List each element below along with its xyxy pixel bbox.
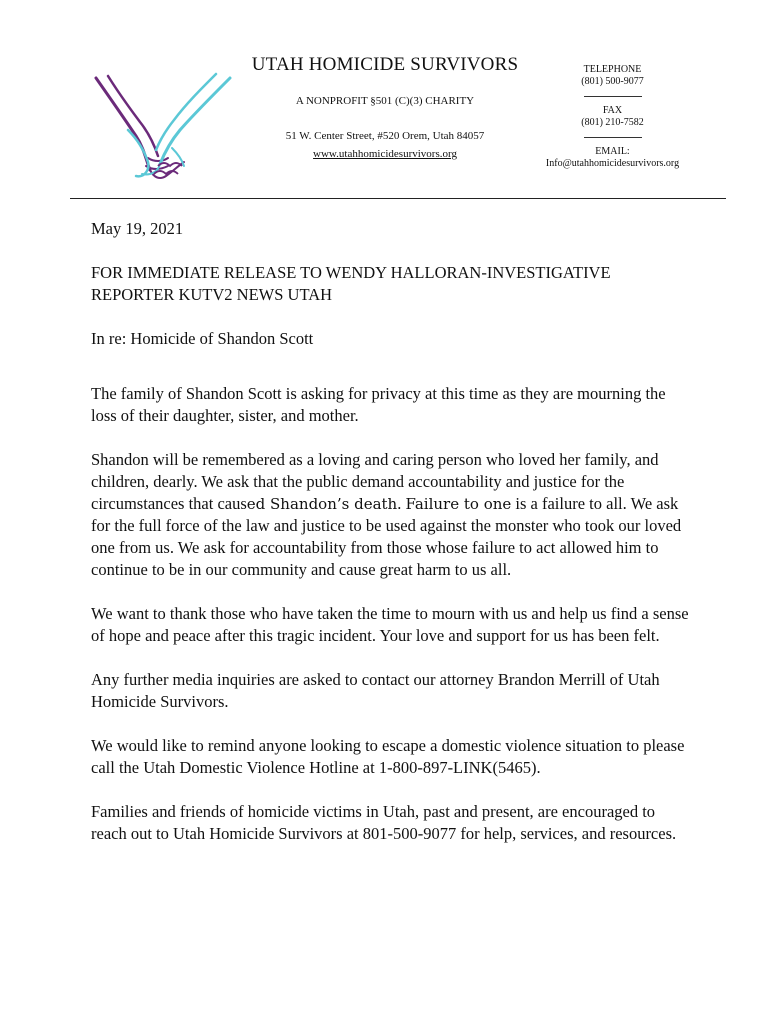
contact-divider bbox=[584, 137, 642, 138]
email-address[interactable]: Info@utahhomicidesurvivors.org bbox=[545, 158, 680, 169]
paragraph-remembrance bbox=[91, 449, 691, 581]
paragraph-remembrance-part: Shandon will be remembered as a loving and caring person who loved her family, and children, dearly. We ask that the public demand accountability and justice for the circumstances that caus bbox=[91, 450, 659, 513]
paragraph-remembrance-part: Failure to one bbox=[405, 495, 512, 513]
website-link[interactable]: www.utahhomicidesurvivors.org bbox=[313, 148, 457, 160]
telephone-label: TELEPHONE bbox=[583, 64, 642, 75]
letterhead bbox=[0, 0, 768, 200]
letter-date: May 19, 2021 bbox=[91, 219, 184, 238]
header-divider bbox=[70, 198, 726, 199]
paragraph-resources: Families and friends of homicide victims in Utah, past and present, are encouraged to reach out to Utah Homicide Survivors at 801-500-9077 for help, services, and resources. bbox=[91, 802, 677, 843]
organization-subtitle: A NONPROFIT §501 (C)(3) CHARITY bbox=[295, 95, 475, 107]
telephone-number: (801) 500-9077 bbox=[581, 76, 644, 87]
organization-block bbox=[250, 52, 520, 162]
organization-address: 51 W. Center Street, #520 Orem, Utah 84057 bbox=[285, 130, 485, 142]
contact-block bbox=[520, 64, 705, 170]
fax-number: (801) 210-7582 bbox=[581, 117, 644, 128]
contact-divider bbox=[584, 96, 642, 97]
paragraph-remembrance-part: is a failure to all. We ask for the full force of the law and justice to be used against the monster who took our loved one from us. We ask for accountability from those whose failure to act allowed him to continue to be in our community and cause great harm to us all. bbox=[91, 494, 682, 579]
paragraph-remembrance-part: . bbox=[397, 494, 406, 513]
paragraph-privacy: The family of Shandon Scott is asking for privacy at this time as they are mourning the loss of their daughter, sister, and mother. bbox=[91, 384, 666, 425]
paragraph-media-inquiries: Any further media inquiries are asked to contact our attorney Brandon Merrill of Utah Homicide Survivors. bbox=[91, 670, 660, 711]
fax-label: FAX bbox=[602, 105, 623, 116]
in-re-line: In re: Homicide of Shandon Scott bbox=[91, 329, 314, 348]
paragraph-thanks: We want to thank those who have taken the time to mourn with us and help us find a sense of hope and peace after this tragic incident. Your love and support for us has been felt. bbox=[91, 604, 689, 645]
paragraph-remembrance-part: ed Shandon’s death bbox=[246, 495, 398, 513]
letter-body bbox=[91, 218, 691, 867]
holding-hands-logo-icon bbox=[88, 70, 238, 190]
release-heading: FOR IMMEDIATE RELEASE TO WENDY HALLORAN-INVESTIGATIVE REPORTER KUTV2 NEWS UTAH bbox=[91, 263, 611, 304]
organization-name: UTAH HOMICIDE SURVIVORS bbox=[251, 54, 519, 75]
paragraph-hotline: We would like to remind anyone looking to escape a domestic violence situation to please call the Utah Domestic Violence Hotline at 1-800-897-LINK(5465). bbox=[91, 736, 685, 777]
email-label: EMAIL: bbox=[595, 146, 630, 157]
